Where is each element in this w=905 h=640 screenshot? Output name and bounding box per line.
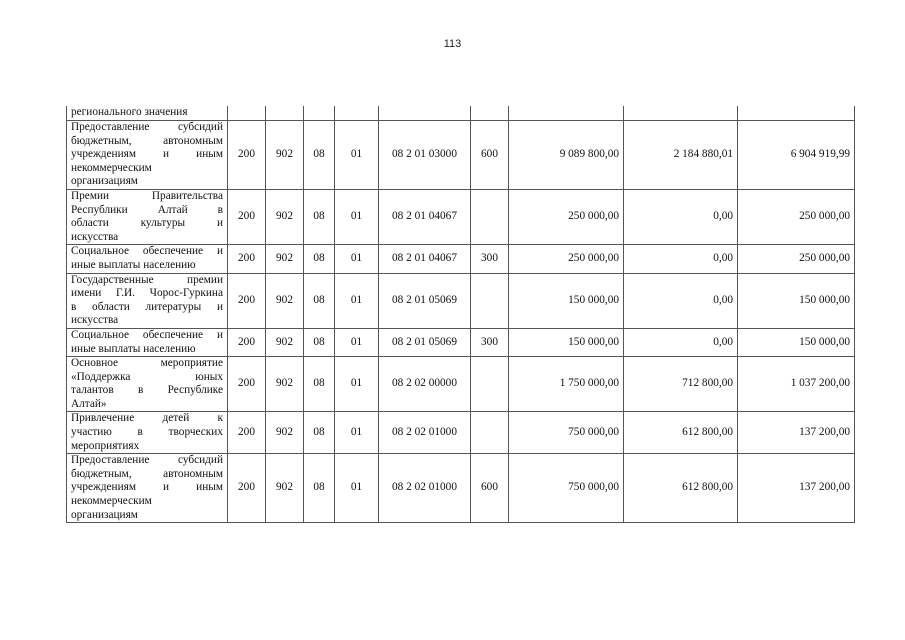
table-row	[67, 357, 855, 412]
ministry-code-cell: 902	[266, 121, 304, 190]
executed-amount-cell: 0,00	[624, 273, 738, 328]
table-row	[67, 454, 855, 523]
item-name-cell	[67, 106, 228, 121]
item-name-line: искусства	[71, 314, 119, 327]
item-name-line: Республики Алтай в	[71, 203, 223, 216]
section-cell: 08	[304, 121, 335, 190]
admin-code-cell: 200	[228, 245, 266, 273]
item-name-line: некоммерческим	[71, 495, 152, 508]
item-name-cell	[67, 245, 228, 273]
subsection-cell: 01	[335, 454, 379, 523]
ministry-code-cell: 902	[266, 454, 304, 523]
table-row	[67, 189, 855, 244]
plan-amount-cell: 150 000,00	[509, 328, 624, 356]
item-name-line: бюджетным, автономным	[71, 467, 223, 480]
item-name-line: Привлечение детей к	[71, 412, 223, 425]
section-cell: 08	[304, 357, 335, 412]
plan-amount-cell: 250 000,00	[509, 245, 624, 273]
table-row	[67, 328, 855, 356]
ministry-code-cell	[266, 106, 304, 121]
admin-code-cell: 200	[228, 121, 266, 190]
table-row	[67, 121, 855, 190]
admin-code-cell: 200	[228, 454, 266, 523]
plan-amount-cell: 250 000,00	[509, 189, 624, 244]
item-name-line: Социальное обеспечение и	[71, 245, 223, 258]
expense-type-cell	[471, 273, 509, 328]
ministry-code-cell: 902	[266, 273, 304, 328]
executed-amount-cell: 0,00	[624, 245, 738, 273]
admin-code-cell	[228, 106, 266, 121]
expense-type-cell: 300	[471, 328, 509, 356]
admin-code-cell: 200	[228, 273, 266, 328]
section-cell: 08	[304, 328, 335, 356]
plan-amount-cell	[509, 106, 624, 121]
subsection-cell: 01	[335, 273, 379, 328]
item-name-line: в области литературы и	[71, 300, 223, 313]
item-name-line: Предоставление субсидий	[71, 454, 223, 467]
target-article-cell: 08 2 01 04067	[379, 189, 471, 244]
expense-type-cell	[471, 357, 509, 412]
target-article-cell: 08 2 01 03000	[379, 121, 471, 190]
item-name-line: Государственные премии	[71, 273, 223, 286]
item-name-line: организациям	[71, 175, 138, 188]
admin-code-cell: 200	[228, 189, 266, 244]
remaining-amount-cell: 137 200,00	[738, 454, 855, 523]
item-name-line: учреждениям и иным	[71, 481, 223, 494]
item-name-line: иные выплаты населению	[71, 342, 196, 355]
section-cell: 08	[304, 273, 335, 328]
section-cell: 08	[304, 189, 335, 244]
subsection-cell	[335, 106, 379, 121]
remaining-amount-cell: 250 000,00	[738, 245, 855, 273]
item-name-line: организациям	[71, 508, 138, 521]
executed-amount-cell: 2 184 880,01	[624, 121, 738, 190]
expense-type-cell	[471, 189, 509, 244]
executed-amount-cell: 0,00	[624, 189, 738, 244]
item-name-line: имени Г.И. Чорос-Гуркина	[71, 287, 223, 300]
executed-amount-cell: 0,00	[624, 328, 738, 356]
item-name-cell	[67, 454, 228, 523]
expense-type-cell	[471, 412, 509, 454]
ministry-code-cell: 902	[266, 328, 304, 356]
expense-type-cell: 300	[471, 245, 509, 273]
item-name-line: мероприятиях	[71, 439, 140, 452]
item-name-cell	[67, 273, 228, 328]
remaining-amount-cell: 6 904 919,99	[738, 121, 855, 190]
expense-type-cell: 600	[471, 121, 509, 190]
plan-amount-cell: 750 000,00	[509, 412, 624, 454]
page-number: 113	[443, 38, 462, 50]
ministry-code-cell: 902	[266, 357, 304, 412]
section-cell: 08	[304, 412, 335, 454]
expense-type-cell	[471, 106, 509, 121]
subsection-cell: 01	[335, 357, 379, 412]
item-name-cell	[67, 121, 228, 190]
plan-amount-cell: 9 089 800,00	[509, 121, 624, 190]
executed-amount-cell: 712 800,00	[624, 357, 738, 412]
table-row	[67, 106, 855, 121]
item-name-line: «Поддержка юных	[71, 370, 223, 383]
item-name-line: Премии Правительства	[71, 189, 223, 202]
item-name-line: регионального значения	[71, 106, 188, 119]
target-article-cell: 08 2 02 01000	[379, 412, 471, 454]
table-body	[67, 106, 855, 523]
plan-amount-cell: 1 750 000,00	[509, 357, 624, 412]
admin-code-cell: 200	[228, 328, 266, 356]
item-name-line: учреждениям и иным	[71, 148, 223, 161]
ministry-code-cell: 902	[266, 412, 304, 454]
item-name-line: некоммерческим	[71, 161, 152, 174]
item-name-line: Алтай»	[71, 397, 107, 410]
item-name-cell	[67, 189, 228, 244]
item-name-line: области культуры и	[71, 217, 223, 230]
executed-amount-cell	[624, 106, 738, 121]
target-article-cell: 08 2 02 00000	[379, 357, 471, 412]
table-row	[67, 412, 855, 454]
target-article-cell: 08 2 02 01000	[379, 454, 471, 523]
item-name-line: Социальное обеспечение и	[71, 328, 223, 341]
plan-amount-cell: 150 000,00	[509, 273, 624, 328]
item-name-line: искусства	[71, 230, 119, 243]
ministry-code-cell: 902	[266, 189, 304, 244]
subsection-cell: 01	[335, 121, 379, 190]
budget-table	[66, 106, 855, 523]
executed-amount-cell: 612 800,00	[624, 454, 738, 523]
item-name-line: иные выплаты населению	[71, 258, 196, 271]
item-name-line: Предоставление субсидий	[71, 121, 223, 133]
remaining-amount-cell	[738, 106, 855, 121]
target-article-cell: 08 2 01 05069	[379, 328, 471, 356]
remaining-amount-cell: 150 000,00	[738, 328, 855, 356]
subsection-cell: 01	[335, 189, 379, 244]
target-article-cell	[379, 106, 471, 121]
item-name-line: участию в творческих	[71, 426, 223, 439]
section-cell: 08	[304, 245, 335, 273]
remaining-amount-cell: 137 200,00	[738, 412, 855, 454]
item-name-line: Основное мероприятие	[71, 357, 223, 370]
admin-code-cell: 200	[228, 357, 266, 412]
target-article-cell: 08 2 01 04067	[379, 245, 471, 273]
executed-amount-cell: 612 800,00	[624, 412, 738, 454]
item-name-line: талантов в Республике	[71, 384, 223, 397]
table-row	[67, 245, 855, 273]
subsection-cell: 01	[335, 245, 379, 273]
item-name-cell	[67, 328, 228, 356]
plan-amount-cell: 750 000,00	[509, 454, 624, 523]
remaining-amount-cell: 1 037 200,00	[738, 357, 855, 412]
item-name-cell	[67, 357, 228, 412]
item-name-line: бюджетным, автономным	[71, 134, 223, 147]
expense-type-cell: 600	[471, 454, 509, 523]
section-cell	[304, 106, 335, 121]
ministry-code-cell: 902	[266, 245, 304, 273]
target-article-cell: 08 2 01 05069	[379, 273, 471, 328]
table-row	[67, 273, 855, 328]
remaining-amount-cell: 150 000,00	[738, 273, 855, 328]
remaining-amount-cell: 250 000,00	[738, 189, 855, 244]
section-cell: 08	[304, 454, 335, 523]
admin-code-cell: 200	[228, 412, 266, 454]
item-name-cell	[67, 412, 228, 454]
subsection-cell: 01	[335, 328, 379, 356]
subsection-cell: 01	[335, 412, 379, 454]
